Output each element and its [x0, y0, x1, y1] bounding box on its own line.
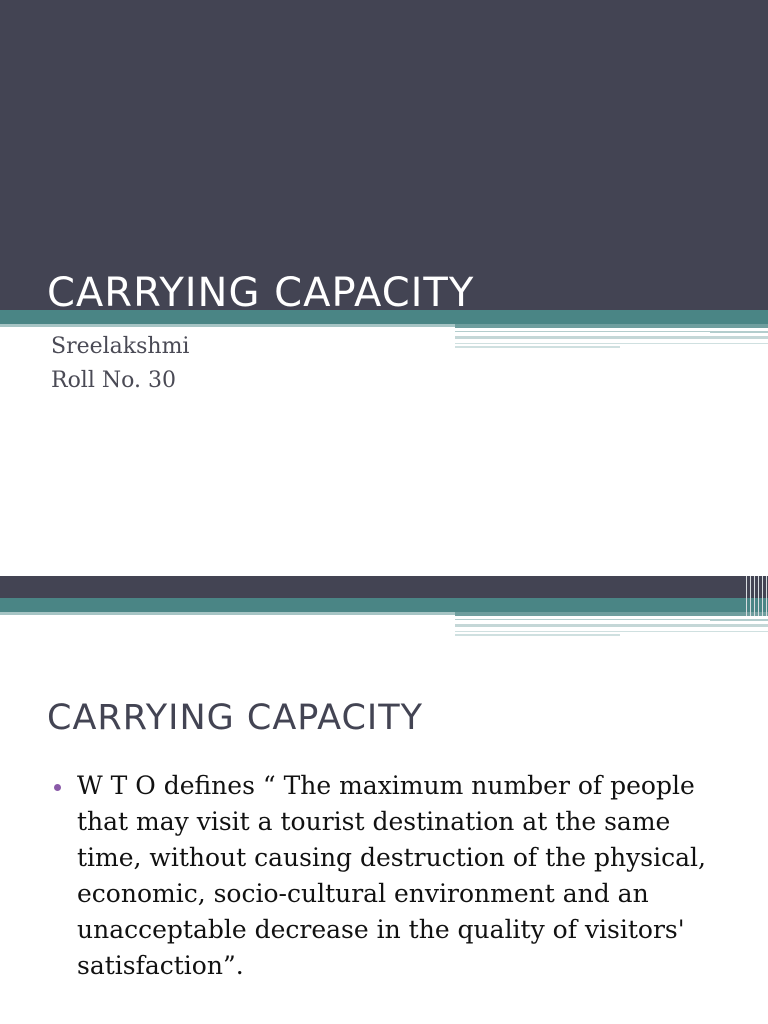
decorative-stripes	[0, 598, 768, 638]
roll-number: Roll No. 30	[51, 368, 176, 393]
bullet-text: W T O defines “ The maximum number of people that may visit a tourist destination at the same time, without causing destruction of the physical, economic, socio-cultural environment and an unacceptable decrease in the quality of visitors' satisfaction”.	[77, 771, 706, 980]
content-slide	[0, 576, 768, 1024]
slide-title: CARRYING CAPACITY	[47, 698, 424, 738]
bullet-icon	[54, 784, 61, 791]
bullet-list	[48, 768, 718, 984]
grip-icon	[744, 576, 768, 616]
title-band	[0, 0, 768, 314]
author-name: Sreelakshmi	[51, 334, 190, 359]
slide-title: CARRYING CAPACITY	[47, 270, 475, 316]
list-item	[48, 768, 718, 984]
